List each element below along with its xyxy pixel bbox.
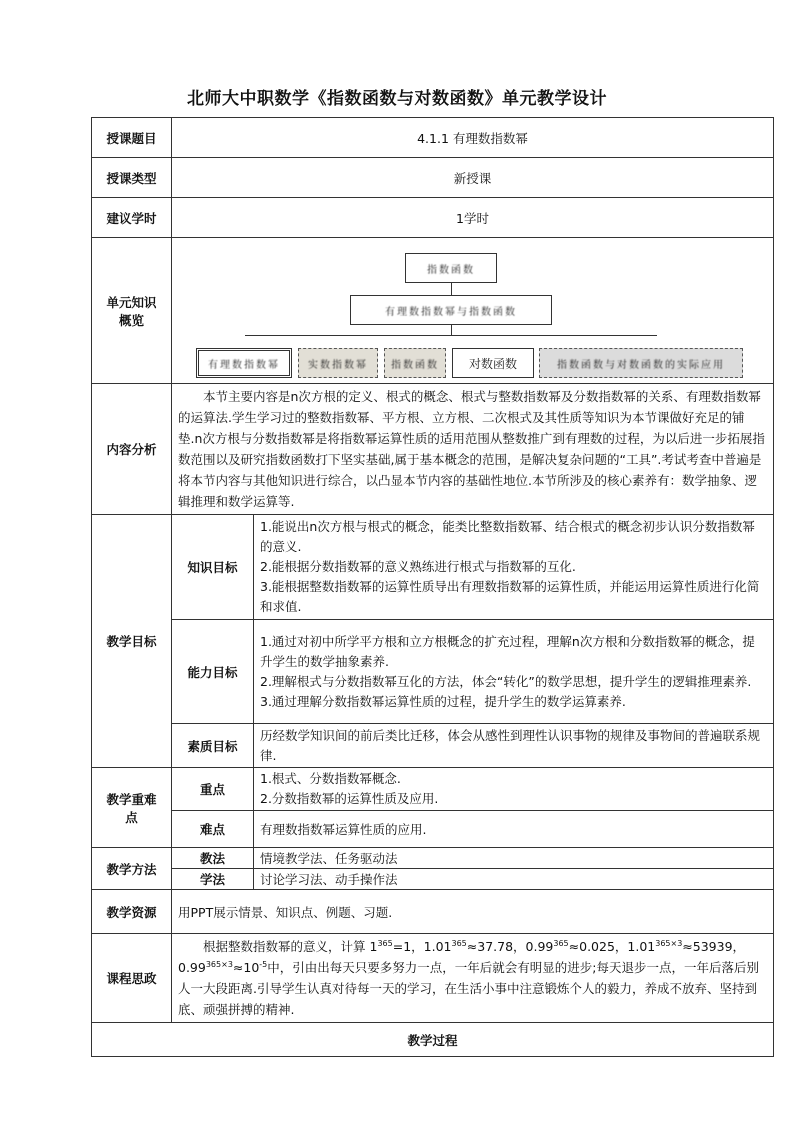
row-difficult-point — [92, 811, 774, 848]
node-log-function-text: 对数函数 — [468, 356, 517, 371]
exponent: 365 — [377, 938, 393, 948]
connector-top — [451, 283, 452, 295]
overview-label — [92, 238, 172, 384]
knowledge-goal-label: 知识目标 — [172, 515, 254, 620]
hours-value: 1学时 — [172, 198, 774, 238]
analysis-label: 内容分析 — [92, 384, 172, 515]
overview-diagram-cell — [172, 238, 774, 384]
ideology-eq5: ≈10 — [232, 960, 260, 975]
knowledge-goal-item: 2.能根据分数指数幂的意义熟练进行根式与指数幂的互化. — [260, 559, 576, 574]
keypoints-label — [92, 768, 172, 848]
exponent: 365×3 — [655, 938, 683, 948]
node-rational-power-text: 有理数指数幂 — [208, 359, 280, 371]
teaching-method-label: 教法 — [172, 848, 254, 869]
ideology-eq4: ≈53939， — [682, 939, 746, 954]
knowledge-goal-items — [254, 515, 774, 620]
row-key-point — [92, 768, 774, 811]
lesson-plan-table — [91, 117, 774, 1057]
goals-label: 教学目标 — [92, 515, 172, 768]
difficult-point-text: 有理数指数幂运算性质的应用. — [254, 811, 774, 848]
row-type — [92, 158, 774, 198]
quality-goal-label: 素质目标 — [172, 724, 254, 768]
row-process — [92, 1023, 774, 1057]
resources-text: 用PPT展示情景、知识点、例题、习题. — [172, 890, 774, 934]
difficult-point-label: 难点 — [172, 811, 254, 848]
row-ideology — [92, 934, 774, 1023]
row-topic — [92, 118, 774, 158]
diagram-node-real-power — [298, 348, 378, 378]
diagram-node-application — [539, 348, 743, 378]
ability-goal-label: 能力目标 — [172, 620, 254, 724]
connector-middle — [451, 325, 452, 335]
key-point-item: 1.根式、分数指数幂概念. — [260, 771, 401, 786]
ability-goal-item: 2.理解根式与分数指数幂互化的方法，体会“转化”的数学思想，提升学生的逻辑推理素养. — [260, 673, 752, 689]
row-analysis — [92, 384, 774, 515]
teaching-method-text: 情境教学法、任务驱动法 — [254, 848, 774, 869]
row-teaching-method — [92, 848, 774, 869]
exponent: 365 — [451, 938, 467, 948]
row-hours — [92, 198, 774, 238]
row-learning-method — [92, 869, 774, 890]
diagram-node-rational-power — [196, 348, 292, 378]
ability-goal-items — [254, 620, 774, 724]
row-knowledge-goal — [92, 515, 774, 620]
quality-goal-text: 历经数学知识间的前后类比迁移，体会从感性到理性认识事物的规律及事物间的普遍联系规律. — [254, 724, 774, 768]
row-resources — [92, 890, 774, 934]
knowledge-structure-diagram — [172, 238, 773, 383]
analysis-text: 本节主要内容是n次方根的定义、根式的概念、根式与整数指数幂及分数指数幂的关系、有理数指数幂的运算法.学生学习过的整数指数幂、平方根、立方根、二次根式及其性质等知识为本节课做好充足的铺垫.n次方根与分数指数幂是将指数幂运算性质的适用范围从整数推广到有理数的过程，为以后进一步拓展指数范围以及研究指数函数打下坚实基础,属于基本概念的范围，是解决复杂问题的“工具”.考试考查中普遍是将本节内容与其他知识进行综合，以凸显本节内容的基础性地位.本节所涉及的核心素养有：数学抽象、逻辑推理和数学运算等. — [172, 384, 774, 515]
document-title: 北师大中职数学《指数函数与对数函数》单元教学设计 — [187, 89, 607, 109]
node-application-text: 指数函数与对数函数的实际应用 — [557, 359, 725, 371]
node-exp-function-text: 指数函数 — [391, 359, 439, 371]
row-quality-goal — [92, 724, 774, 768]
knowledge-goal-item: 1.能说出n次方根与根式的概念，能类比整数指数幂、结合根式的概念初步认识分数指数幂的意义. — [260, 519, 755, 554]
ideology-intro: 根据整数指数幂的意义，计算 1 — [203, 939, 378, 954]
hours-label: 建议学时 — [92, 198, 172, 238]
resources-label: 教学资源 — [92, 890, 172, 934]
ideology-rest: 中，引由出每天只要多努力一点，一年后就会有明显的进步;每天退步一点，一年后落后别人一大段距离.引导学生认真对待每一天的学习，在生活小事中注意锻炼个人的毅力，养成不放弃、坚持到底、顽强拼搏的精神. — [178, 960, 759, 1017]
topic-label: 授课题目 — [92, 118, 172, 158]
connector-horizontal — [245, 335, 657, 336]
overview-label-line1: 单元知识 — [106, 294, 157, 310]
type-label: 授课类型 — [92, 158, 172, 198]
keypoints-label-line2: 点 — [125, 809, 138, 825]
row-overview — [92, 238, 774, 384]
diagram-middle-node — [350, 295, 552, 325]
ideology-label: 课程思政 — [92, 934, 172, 1023]
learning-method-text: 讨论学习法、动手操作法 — [254, 869, 774, 890]
ideology-eq3: ≈0.025，1.01 — [568, 939, 656, 954]
knowledge-goal-item: 3.能根据整数指数幂的运算性质导出有理数指数幂的运算性质，并能运用运算性质进行化简和求值. — [260, 579, 760, 614]
ideology-eq1: =1，1.01 — [392, 939, 452, 954]
methods-label: 教学方法 — [92, 848, 172, 890]
exponent: -5 — [259, 959, 268, 969]
diagram-node-exp-function — [384, 348, 446, 378]
key-point-item: 2.分数指数幂的运算性质及应用. — [260, 791, 439, 806]
ideology-eq2: ≈37.78，0.99 — [466, 939, 554, 954]
ideology-text — [172, 934, 774, 1023]
ability-goal-item: 1.通过对初中所学平方根和立方根概念的扩充过程，理解n次方根和分数指数幂的概念，提升学生的数学抽象素养. — [260, 633, 755, 669]
diagram-top-node — [405, 253, 497, 283]
node-real-power-text: 实数指数幂 — [308, 359, 368, 371]
diagram-top-text: 指数函数 — [427, 264, 475, 276]
topic-value: 4.1.1 有理数指数幂 — [172, 118, 774, 158]
process-label: 教学过程 — [92, 1023, 774, 1057]
type-value: 新授课 — [172, 158, 774, 198]
overview-label-line2: 概览 — [118, 312, 144, 328]
row-ability-goal — [92, 620, 774, 724]
exponent: 365 — [553, 938, 569, 948]
ability-goal-item: 3.通过理解分数指数幂运算性质的过程，提升学生的数学运算素养. — [260, 693, 626, 709]
key-point-items — [254, 768, 774, 811]
diagram-node-log-function — [452, 348, 534, 378]
diagram-middle-text: 有理数指数幂与指数函数 — [385, 306, 517, 318]
ideology-line2-start: 0.99 — [178, 960, 206, 975]
learning-method-label: 学法 — [172, 869, 254, 890]
key-point-label: 重点 — [172, 768, 254, 811]
exponent: 365×3 — [205, 959, 233, 969]
keypoints-label-line1: 教学重难 — [106, 791, 157, 807]
